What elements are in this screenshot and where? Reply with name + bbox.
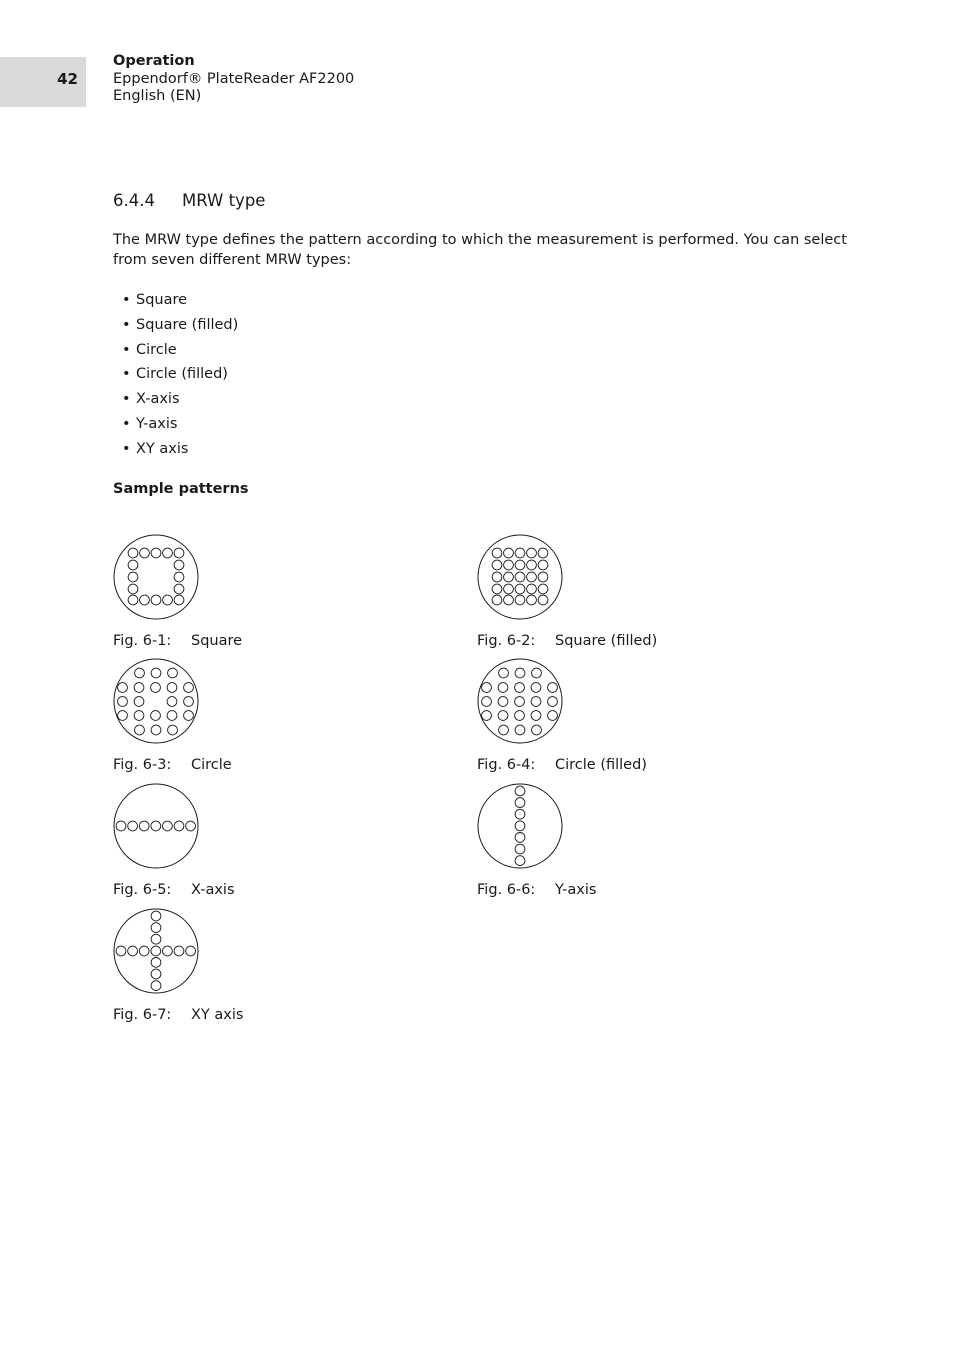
measurement-point [163, 595, 173, 605]
list-item: • XY axis [122, 440, 189, 457]
measurement-point [548, 711, 558, 721]
measurement-point [167, 711, 177, 721]
measurement-point [527, 548, 537, 558]
page-number: 42 [57, 70, 78, 88]
figure-circle [113, 658, 453, 783]
measurement-point [118, 711, 128, 721]
measurement-point [151, 821, 161, 831]
running-header [113, 53, 354, 106]
figure-y-axis [477, 783, 817, 908]
measurement-point [128, 572, 138, 582]
measurement-point [515, 809, 525, 819]
measurement-point [538, 572, 548, 582]
measurement-point [151, 934, 161, 944]
measurement-point [118, 683, 128, 693]
measurement-point [174, 946, 184, 956]
bullet-icon: • [122, 391, 131, 408]
measurement-point [128, 584, 138, 594]
square-filled-pattern-diagram [477, 534, 563, 620]
measurement-point [538, 584, 548, 594]
measurement-point [151, 969, 161, 979]
measurement-point [515, 668, 525, 678]
measurement-point [163, 548, 173, 558]
header-product: Eppendorf® PlateReader AF2200 [113, 70, 355, 87]
measurement-point [163, 821, 173, 831]
measurement-point [531, 711, 541, 721]
measurement-point [531, 697, 541, 707]
list-item: • Square (filled) [122, 316, 239, 333]
figure-caption: Fig. 6-4: Circle (filled) [477, 757, 647, 773]
measurement-point [151, 711, 161, 721]
measurement-point [515, 595, 525, 605]
measurement-point [118, 697, 128, 707]
measurement-point [538, 560, 548, 570]
measurement-point [184, 697, 194, 707]
measurement-point [527, 560, 537, 570]
measurement-point [128, 595, 138, 605]
measurement-point [134, 683, 144, 693]
measurement-point [482, 711, 492, 721]
figure-caption: Fig. 6-5: X-axis [113, 882, 235, 898]
measurement-point [492, 584, 502, 594]
well-outline [114, 659, 198, 743]
figure-caption: Fig. 6-6: Y-axis [477, 882, 597, 898]
section-heading [113, 191, 265, 211]
measurement-point [167, 683, 177, 693]
measurement-point [515, 821, 525, 831]
measurement-point [498, 711, 508, 721]
measurement-point [504, 595, 514, 605]
measurement-point [135, 668, 145, 678]
measurement-point [134, 697, 144, 707]
measurement-point [134, 711, 144, 721]
measurement-point [151, 725, 161, 735]
measurement-point [140, 595, 150, 605]
figure-xy-axis [113, 908, 453, 1033]
measurement-point [515, 725, 525, 735]
measurement-point [532, 725, 542, 735]
measurement-point [492, 560, 502, 570]
list-item: • Square [122, 292, 188, 308]
measurement-point [135, 725, 145, 735]
measurement-point [167, 697, 177, 707]
measurement-point [174, 548, 184, 558]
header-chapter: Operation [113, 53, 195, 69]
measurement-point [538, 595, 548, 605]
measurement-point [515, 856, 525, 866]
measurement-point [168, 668, 178, 678]
figure-caption: Fig. 6-2: Square (filled) [477, 633, 658, 649]
list-item: • Circle [122, 341, 177, 358]
section-title: MRW type [182, 191, 266, 210]
well-outline [478, 659, 562, 743]
measurement-point [128, 548, 138, 558]
bullet-icon: • [122, 366, 131, 383]
measurement-point [515, 584, 525, 594]
measurement-point [128, 560, 138, 570]
figure-circle-filled [477, 658, 817, 783]
intro-paragraph: The MRW type defines the pattern according to which the measurement is performed. You can select from seven different MRW types: [113, 232, 847, 268]
bullet-icon: • [122, 440, 131, 457]
measurement-point [151, 595, 161, 605]
measurement-point [532, 668, 542, 678]
figure-x-axis [113, 783, 453, 908]
measurement-point [140, 548, 150, 558]
measurement-point [184, 711, 194, 721]
measurement-point [151, 683, 161, 693]
measurement-point [499, 725, 509, 735]
measurement-point [515, 833, 525, 843]
measurement-point [515, 711, 525, 721]
measurement-point [482, 697, 492, 707]
measurement-point [492, 572, 502, 582]
measurement-point [504, 548, 514, 558]
x-axis-pattern-diagram [113, 783, 199, 869]
measurement-point [151, 548, 161, 558]
measurement-point [151, 923, 161, 933]
measurement-point [499, 668, 509, 678]
measurement-point [151, 958, 161, 968]
list-item: • X-axis [122, 391, 180, 408]
bullet-icon: • [122, 415, 131, 432]
mrw-type-list [122, 290, 238, 464]
measurement-point [515, 572, 525, 582]
measurement-point [174, 595, 184, 605]
measurement-point [139, 821, 149, 831]
figure-caption: Fig. 6-3: Circle [113, 757, 232, 773]
section-number: 6.4.4 [113, 191, 155, 210]
measurement-point [151, 668, 161, 678]
square-pattern-diagram [113, 534, 199, 620]
measurement-point [515, 844, 525, 854]
circle-filled-pattern-diagram [477, 658, 563, 744]
measurement-point [498, 697, 508, 707]
measurement-point [139, 946, 149, 956]
list-item: • Circle (filled) [122, 366, 228, 383]
measurement-point [174, 560, 184, 570]
measurement-point [538, 548, 548, 558]
measurement-point [515, 786, 525, 796]
measurement-point [548, 697, 558, 707]
sample-patterns-heading: Sample patterns [113, 481, 249, 497]
measurement-point [527, 595, 537, 605]
measurement-point [515, 798, 525, 808]
bullet-icon: • [122, 292, 131, 308]
figure-square [113, 534, 453, 659]
measurement-point [174, 584, 184, 594]
measurement-point [515, 683, 525, 693]
xy-axis-pattern-diagram [113, 908, 199, 994]
measurement-point [151, 946, 161, 956]
measurement-point [151, 911, 161, 921]
measurement-point [515, 697, 525, 707]
bullet-icon: • [122, 316, 131, 333]
measurement-point [186, 821, 196, 831]
measurement-point [492, 548, 502, 558]
measurement-point [504, 572, 514, 582]
figure-caption: Fig. 6-1: Square [113, 633, 243, 649]
list-item: • Y-axis [122, 415, 178, 432]
measurement-point [482, 683, 492, 693]
measurement-point [492, 595, 502, 605]
measurement-point [531, 683, 541, 693]
figure-caption: Fig. 6-7: XY axis [113, 1007, 244, 1023]
measurement-point [504, 560, 514, 570]
measurement-point [116, 946, 126, 956]
measurement-point [527, 572, 537, 582]
well-outline [478, 535, 562, 619]
bullet-icon: • [122, 341, 131, 358]
measurement-point [128, 821, 138, 831]
measurement-point [504, 584, 514, 594]
measurement-point [174, 572, 184, 582]
measurement-point [163, 946, 173, 956]
measurement-point [116, 821, 126, 831]
measurement-point [515, 560, 525, 570]
measurement-point [174, 821, 184, 831]
measurement-point [515, 548, 525, 558]
measurement-point [548, 683, 558, 693]
measurement-point [151, 981, 161, 991]
measurement-point [184, 683, 194, 693]
header-language: English (EN) [113, 88, 202, 104]
figure-square-filled [477, 534, 817, 659]
measurement-point [498, 683, 508, 693]
well-outline [114, 535, 198, 619]
y-axis-pattern-diagram [477, 783, 563, 869]
measurement-point [168, 725, 178, 735]
measurement-point [186, 946, 196, 956]
circle-pattern-diagram [113, 658, 199, 744]
measurement-point [527, 584, 537, 594]
measurement-point [128, 946, 138, 956]
